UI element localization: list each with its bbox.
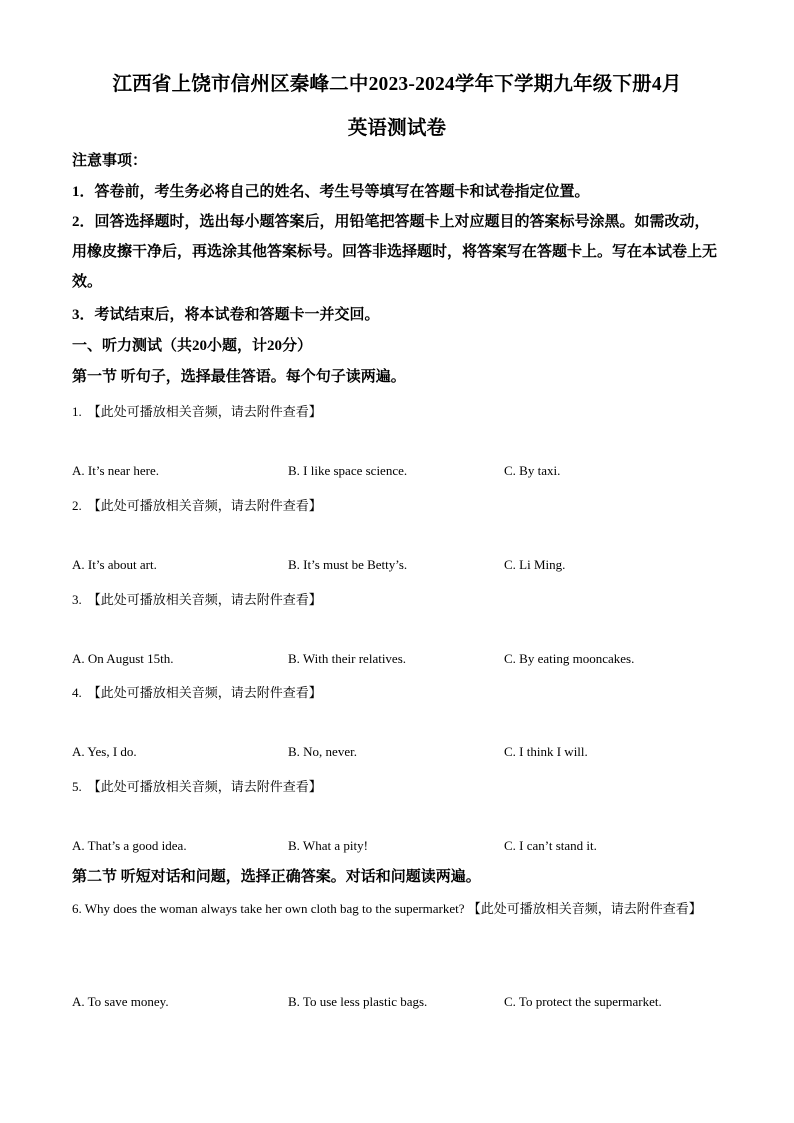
question-2 bbox=[72, 495, 322, 514]
audio-note: 【此处可播放相关音频，请去附件查看】 bbox=[87, 685, 322, 700]
audio-note: 【此处可播放相关音频，请去附件查看】 bbox=[87, 404, 322, 419]
q2-option-a: A. It’s about art. bbox=[72, 557, 157, 572]
audio-note: 【此处可播放相关音频，请去附件查看】 bbox=[87, 779, 322, 794]
question-4 bbox=[72, 682, 322, 701]
q2-option-b: B. It’s must be Betty’s. bbox=[288, 557, 408, 572]
question-6: 6. Why does the woman always take her own cloth bag to the supermarket? 【此处可播放相关音频，请去附件查看】 bbox=[72, 901, 702, 916]
q6-option-c: C. To protect the supermarket. bbox=[504, 994, 662, 1009]
question-number: 3. bbox=[72, 592, 82, 607]
question-number: 4. bbox=[72, 685, 82, 700]
q6-option-a: A. To save money. bbox=[72, 994, 169, 1009]
section1-part1-heading: 第一节 听句子，选择最佳答语。每个句子读两遍。 bbox=[72, 369, 406, 385]
question-3 bbox=[72, 589, 322, 608]
audio-note: 【此处可播放相关音频，请去附件查看】 bbox=[87, 592, 322, 607]
question-number: 2. bbox=[72, 498, 82, 513]
q2-option-c: C. Li Ming. bbox=[504, 557, 566, 572]
q3-option-a: A. On August 15th. bbox=[72, 651, 174, 666]
q1-option-c: C. By taxi. bbox=[504, 463, 561, 478]
exam-title-line1: 江西省上饶市信州区秦峰二中2023-2024学年下学期九年级下册4月 bbox=[112, 74, 682, 95]
q5-option-b: B. What a pity! bbox=[288, 838, 368, 853]
audio-note: 【此处可播放相关音频，请去附件查看】 bbox=[87, 498, 322, 513]
section1-part2-heading: 第二节 听短对话和问题，选择正确答案。对话和问题读两遍。 bbox=[72, 869, 481, 885]
q1-option-a: A. It’s near here. bbox=[72, 463, 159, 478]
q3-option-c: C. By eating mooncakes. bbox=[504, 651, 635, 666]
notice-item-2: 2．回答选择题时，选出每小题答案后，用铅笔把答题卡上对应题目的答案标号涂黑。如需改动，用橡皮擦干净后，再选涂其他答案标号。回答非选择题时，将答案写在答题卡上。写在本试卷上无效。 bbox=[72, 214, 718, 290]
exam-title-line2: 英语测试卷 bbox=[347, 118, 447, 139]
q3-option-b: B. With their relatives. bbox=[288, 651, 407, 666]
notice-heading: 注意事项： bbox=[72, 153, 148, 169]
notice-item-1: 1．答卷前，考生务必将自己的姓名、考生号等填写在答题卡和试卷指定位置。 bbox=[72, 184, 590, 200]
q5-option-a: A. That’s a good idea. bbox=[72, 838, 187, 853]
q4-option-b: B. No, never. bbox=[288, 744, 357, 759]
notice-item-3: 3．考试结束后，将本试卷和答题卡一并交回。 bbox=[72, 307, 380, 323]
question-number: 5. bbox=[72, 779, 82, 794]
section1-heading: 一、听力测试（共20小题，计20分） bbox=[72, 338, 313, 354]
q4-option-c: C. I think I will. bbox=[504, 744, 588, 759]
q4-option-a: A. Yes, I do. bbox=[72, 744, 137, 759]
question-5 bbox=[72, 776, 322, 795]
question-number: 1. bbox=[72, 404, 82, 419]
question-1 bbox=[72, 401, 322, 420]
q6-option-b: B. To use less plastic bags. bbox=[288, 994, 428, 1009]
q5-option-c: C. I can’t stand it. bbox=[504, 838, 597, 853]
q1-option-b: B. I like space science. bbox=[288, 463, 408, 478]
